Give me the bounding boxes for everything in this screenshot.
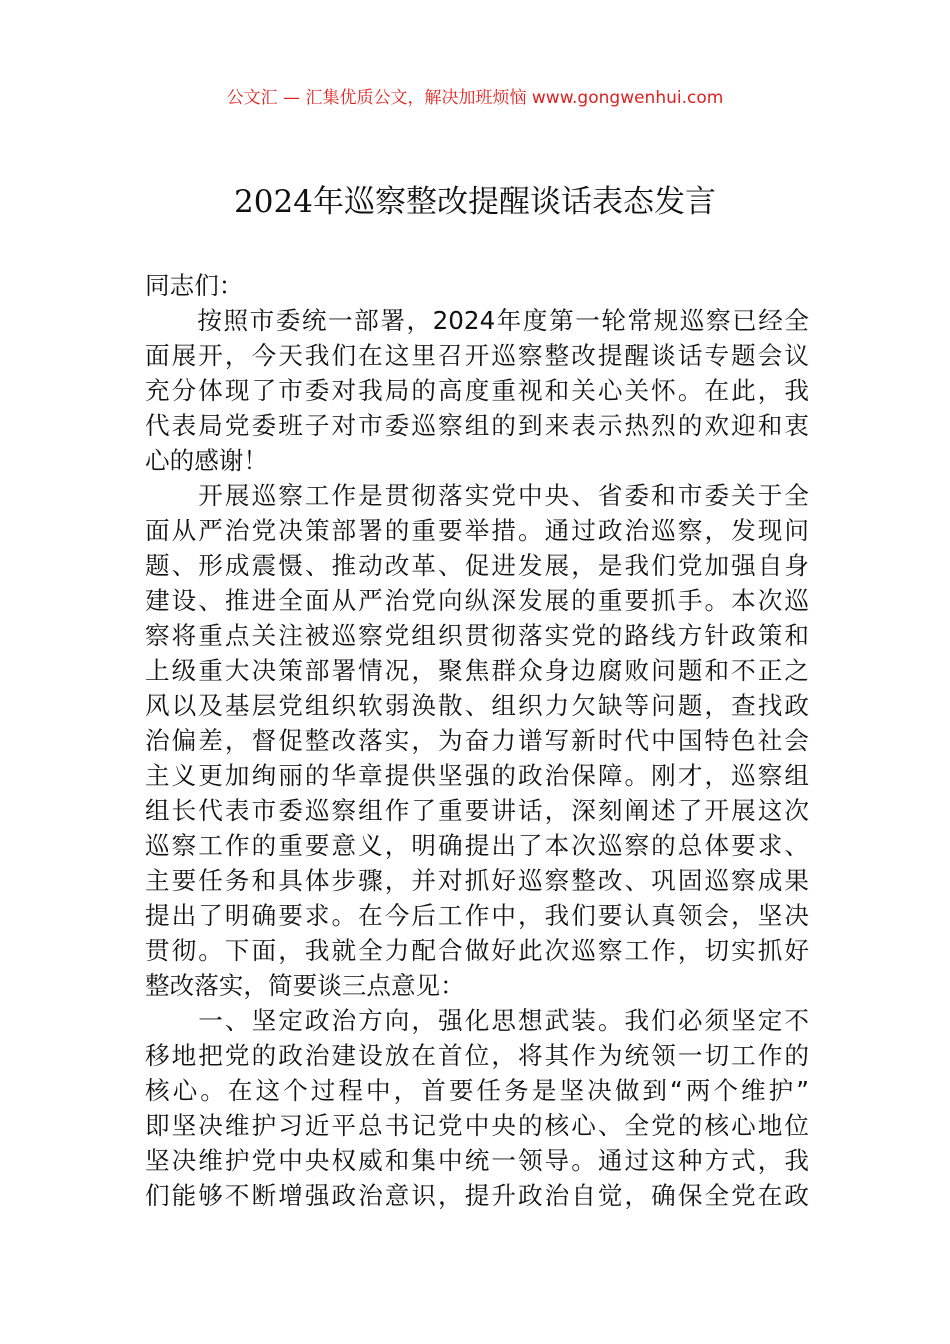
text-line: 代表局党委班子对市委巡察组的到来表示热烈的欢迎和衷 [145, 411, 809, 440]
text-line: 贯彻。下面，我就全力配合做好此次巡察工作，切实抓好 [145, 936, 809, 965]
text-line: 充分体现了市委对我局的高度重视和关心关怀。在此，我 [145, 376, 809, 405]
text-line: 察将重点关注被巡察党组织贯彻落实党的路线方针政策和 [145, 621, 809, 650]
text-line: 组长代表市委巡察组作了重要讲话，深刻阐述了开展这次 [145, 796, 809, 825]
text-line: 坚决维护党中央权威和集中统一领导。通过这种方式，我 [145, 1146, 809, 1175]
text-line: 整改落实，简要谈三点意见： [145, 971, 465, 1000]
document-title: 2024年巡察整改提醒谈话表态发言 [234, 184, 716, 220]
text-line: 即坚决维护习近平总书记党中央的核心、全党的核心地位 [145, 1111, 809, 1140]
text-line: 开展巡察工作是贯彻落实党中央、省委和市委关于全 [145, 481, 809, 510]
text-line: 建设、推进全面从严治党向纵深发展的重要抓手。本次巡 [145, 586, 809, 615]
text-line: 核心。在这个过程中，首要任务是坚决做到“两个维护” [145, 1076, 809, 1105]
text-line: 移地把党的政治建设放在首位，将其作为统领一切工作的 [145, 1041, 809, 1070]
text-line: 按照市委统一部署，2024年度第一轮常规巡察已经全 [145, 306, 809, 335]
text-line: 心的感谢！ [145, 446, 268, 475]
text-line: 治偏差，督促整改落实，为奋力谱写新时代中国特色社会 [145, 726, 809, 755]
text-line: 巡察工作的重要意义，明确提出了本次巡察的总体要求、 [145, 831, 809, 860]
text-line: 们能够不断增强政治意识，提升政治自觉，确保全党在政 [145, 1181, 809, 1210]
text-line: 提出了明确要求。在今后工作中，我们要认真领会，坚决 [145, 901, 809, 930]
text-line: 题、形成震慑、推动改革、促进发展，是我们党加强自身 [145, 551, 809, 580]
document-body [145, 268, 809, 1213]
text-line: 面展开，今天我们在这里召开巡察整改提醒谈话专题会议 [145, 341, 809, 370]
text-line: 主义更加绚丽的华章提供坚强的政治保障。刚才，巡察组 [145, 761, 809, 790]
header-banner: 公文汇 — 汇集优质公文，解决加班烦恼 www.gongwenhui.com [226, 88, 724, 108]
text-line: 上级重大决策部署情况，聚焦群众身边腐败问题和不正之 [145, 656, 809, 685]
text-line: 风以及基层党组织软弱涣散、组织力欠缺等问题，查找政 [145, 691, 809, 720]
text-line: 面从严治党决策部署的重要举措。通过政治巡察，发现问 [145, 516, 809, 545]
text-line: 主要任务和具体步骤，并对抓好巡察整改、巩固巡察成果 [145, 866, 809, 895]
text-line: 同志们： [145, 271, 244, 300]
text-line: 一、坚定政治方向，强化思想武装。我们必须坚定不 [145, 1006, 809, 1035]
